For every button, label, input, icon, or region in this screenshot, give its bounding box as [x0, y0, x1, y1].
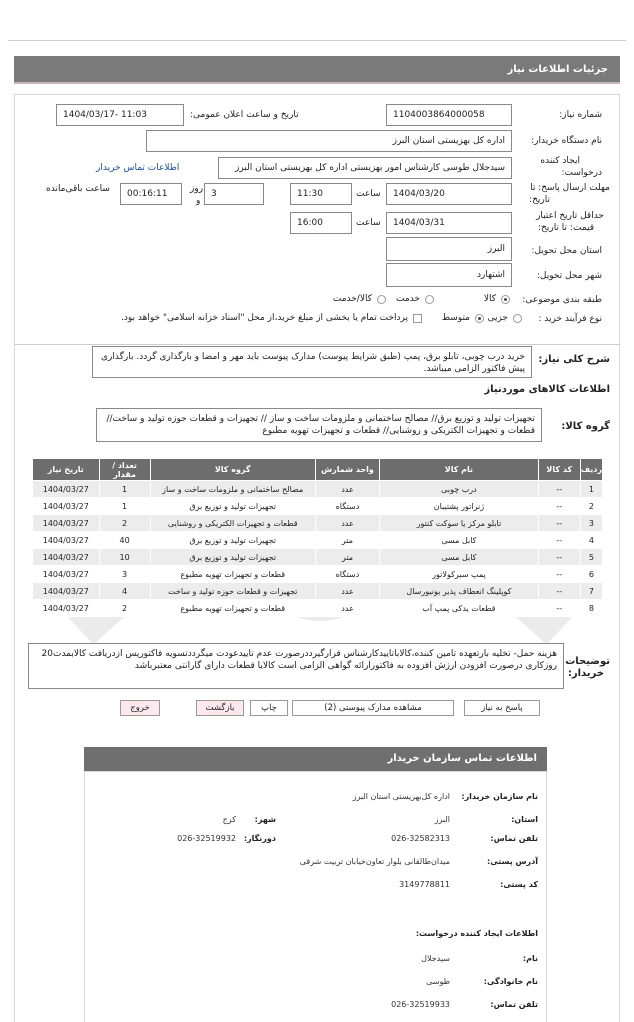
- item-unit: عدد: [315, 515, 379, 532]
- deadline-label-line2: تاریخ:: [529, 195, 550, 205]
- item-name: پمپ سیرکولاتور: [380, 566, 539, 583]
- creator-label-line2: درخواست:: [561, 168, 602, 178]
- goods-section-title: اطلاعات کالاهای موردنیاز: [484, 384, 610, 395]
- deadline-label-line1: مهلت ارسال پاسخ: تا: [530, 183, 610, 193]
- contact-address-label: آدرس پستی:: [487, 857, 538, 866]
- row-index: 5: [580, 549, 602, 566]
- contact-phone-value: 026-32582313: [391, 834, 450, 843]
- item-code: --: [538, 498, 580, 515]
- column-header: تعداد / مقدار: [99, 459, 150, 481]
- buyer-notes-label-line1: توضیحات: [565, 656, 610, 667]
- city-label: شهر محل تحویل:: [536, 271, 602, 281]
- contact-fax-value: 026-32519932: [177, 834, 236, 843]
- column-header: گروه کالا: [150, 459, 315, 481]
- creator-label-line1: ایجاد کننده: [540, 156, 580, 166]
- contact-province-label: استان:: [511, 815, 538, 824]
- item-date: 1404/03/27: [33, 532, 100, 549]
- creator-section-label: اطلاعات ایجاد کننده درخواست:: [415, 929, 538, 938]
- page-header: جزئیات اطلاعات نیاز: [14, 56, 620, 84]
- category-label: طبقه بندی موضوعی:: [522, 295, 602, 305]
- item-unit: عدد: [315, 600, 379, 617]
- need-number-field[interactable]: 1104003864000058: [386, 104, 512, 126]
- days-label: روز: [190, 184, 204, 194]
- row-index: 7: [580, 583, 602, 600]
- view-attachments-button[interactable]: مشاهده مدارک پیوستی (2): [292, 700, 454, 716]
- item-code: --: [538, 600, 580, 617]
- days-field[interactable]: 3: [204, 183, 264, 205]
- contact-org-value: اداره کل‌بهزیستی استان البرز: [352, 792, 450, 801]
- need-number-label: شماره نیاز:: [559, 110, 602, 120]
- item-date: 1404/03/27: [33, 583, 100, 600]
- creator-family-label: نام خانوادگی:: [483, 977, 538, 986]
- item-unit: دستگاه: [315, 498, 379, 515]
- item-name: درب چوبی: [380, 481, 539, 498]
- contact-address-value: میدان‌طالقانی بلوار تعاون‌خیابان تربیت شرقی: [299, 857, 450, 866]
- contact-postal-value: 3149778811: [399, 880, 450, 889]
- creator-phone-label: تلفن تماس:: [490, 1000, 538, 1009]
- column-header: تاریخ نیاز: [33, 459, 100, 481]
- radio-icon[interactable]: [377, 295, 386, 304]
- item-qty: 3: [99, 566, 150, 583]
- remaining-time-field[interactable]: 00:16:11: [120, 183, 182, 205]
- item-name: کوپلینگ انعطاف پذیر یونیورسال: [380, 583, 539, 600]
- deadline-time-label: ساعت: [356, 189, 381, 199]
- item-unit: متر: [315, 549, 379, 566]
- buyer-contact-link[interactable]: اطلاعات تماس خریدار: [96, 163, 180, 173]
- top-divider: [8, 40, 626, 41]
- column-header: نام کالا: [380, 459, 539, 481]
- validity-date-field[interactable]: 1404/03/31: [386, 212, 512, 234]
- announce-datetime-field[interactable]: 1404/03/17- 11:03: [56, 104, 184, 126]
- item-name: قطعات یدکی پمپ آب: [380, 600, 539, 617]
- item-date: 1404/03/27: [33, 566, 100, 583]
- item-group: تجهیزات و قطعات حوزه تولید و ساخت: [150, 583, 315, 600]
- contact-fax-label: دورنگار:: [243, 834, 276, 843]
- contact-section: [84, 771, 547, 1022]
- item-group: قطعات و تجهیزات الکتریکی و روشنایی: [150, 515, 315, 532]
- radio-icon[interactable]: [425, 295, 434, 304]
- table-row[interactable]: [33, 549, 603, 566]
- item-qty: 40: [99, 532, 150, 549]
- item-code: --: [538, 481, 580, 498]
- process-option-minor[interactable]: جزیی: [487, 313, 522, 323]
- item-unit: دستگاه: [315, 566, 379, 583]
- validity-time-field[interactable]: 16:00: [290, 212, 352, 234]
- table-row[interactable]: [33, 600, 603, 617]
- table-row[interactable]: [33, 515, 603, 532]
- buyer-notes-text: هزینه حمل- تخلیه بارتعهده تامین کننده،کالاباتاییدکارشناس قرارگیرددرصورت عدم تاییدعودت میگرددتسویه فاکتورپس ازدریافت کالابمدت20 روزکاری درصورت افزودن ارزش افزوده به فاکتورارائه گواهی الزامی است کالایا قطعات دارای گارانتی معتبرباشد: [28, 643, 564, 689]
- validity-time-label: ساعت: [356, 218, 381, 228]
- back-button[interactable]: بازگشت: [196, 700, 244, 716]
- item-name: تابلو مرکز یا سوکت کنتور: [380, 515, 539, 532]
- item-group: تجهیزات تولید و توزیع برق: [150, 549, 315, 566]
- process-label: نوع فرآیند خرید :: [538, 314, 602, 324]
- remaining-time-label: ساعت باقی‌مانده: [46, 184, 110, 194]
- process-option-medium[interactable]: متوسط: [442, 313, 484, 323]
- category-option-both[interactable]: کالا/خدمت: [333, 294, 386, 304]
- item-unit: عدد: [315, 481, 379, 498]
- radio-icon[interactable]: [513, 314, 522, 323]
- deadline-date-field[interactable]: 1404/03/20: [386, 183, 512, 205]
- item-date: 1404/03/27: [33, 515, 100, 532]
- print-button[interactable]: چاپ: [250, 700, 288, 716]
- buyer-field[interactable]: اداره کل بهزیستی استان البرز: [146, 130, 512, 152]
- item-name: کابل مسی: [380, 532, 539, 549]
- item-name: کابل مسی: [380, 549, 539, 566]
- section-divider: [14, 344, 620, 345]
- radio-selected-icon[interactable]: [501, 295, 510, 304]
- creator-phone-value: 026-32519933: [391, 1000, 450, 1009]
- radio-selected-icon[interactable]: [475, 314, 484, 323]
- row-index: 2: [580, 498, 602, 515]
- contact-section-header: اطلاعات تماس سازمان خریدار: [84, 747, 547, 771]
- column-header: واحد شمارش: [315, 459, 379, 481]
- item-code: --: [538, 583, 580, 600]
- summary-label: شرح کلی نیاز:: [538, 354, 610, 365]
- item-qty: 1: [99, 498, 150, 515]
- item-code: --: [538, 549, 580, 566]
- item-code: --: [538, 515, 580, 532]
- item-qty: 2: [99, 600, 150, 617]
- province-label: استان محل تحویل:: [531, 246, 602, 256]
- item-code: --: [538, 566, 580, 583]
- item-name: ژنراتور پشتیبان: [380, 498, 539, 515]
- validity-label-line2: قیمت: تا تاریخ:: [538, 223, 594, 233]
- row-index: 1: [580, 481, 602, 498]
- validity-label-line1: حداقل تاریخ اعتبار: [536, 211, 604, 221]
- contact-postal-label: کد پستی:: [500, 880, 538, 889]
- item-code: --: [538, 532, 580, 549]
- items-table: [32, 458, 603, 617]
- row-index: 4: [580, 532, 602, 549]
- item-qty: 10: [99, 549, 150, 566]
- item-date: 1404/03/27: [33, 549, 100, 566]
- table-row[interactable]: [33, 498, 603, 515]
- category-option-goods[interactable]: کالا: [484, 294, 510, 304]
- contact-city-value: کرج: [222, 815, 236, 824]
- contact-org-label: نام سازمان خریدار:: [461, 792, 538, 801]
- table-header-row: [33, 459, 603, 481]
- column-header: ردیف: [580, 459, 602, 481]
- contact-phone-label: تلفن تماس:: [490, 834, 538, 843]
- table-row[interactable]: [33, 583, 603, 600]
- item-date: 1404/03/27: [33, 600, 100, 617]
- row-index: 6: [580, 566, 602, 583]
- creator-family-value: طوسی: [426, 977, 450, 986]
- item-date: 1404/03/27: [33, 481, 100, 498]
- buyer-label: نام دستگاه خریدار:: [531, 136, 602, 146]
- item-group: تجهیزات تولید و توزیع برق: [150, 498, 315, 515]
- announce-label: تاریخ و ساعت اعلان عمومی:: [190, 110, 299, 120]
- exit-button[interactable]: خروج: [120, 700, 160, 716]
- deadline-time-field[interactable]: 11:30: [290, 183, 352, 205]
- goods-group-text: تجهیزات تولید و توزیع برق// مصالح ساختمانی و ملزومات ساخت و ساز // تجهیزات و قطعات حوزه تولید و ساخت// قطعات و تجهیزات الکتریکی و روشنایی// قطعات و تجهیزات تهویه مطبوع: [96, 408, 542, 442]
- item-qty: 2: [99, 515, 150, 532]
- creator-name-label: نام:: [522, 954, 538, 963]
- creator-name-value: سیدجلال: [421, 954, 450, 963]
- item-qty: 4: [99, 583, 150, 600]
- days-suffix: و: [196, 196, 201, 206]
- category-option-service[interactable]: خدمت: [396, 294, 434, 304]
- items-table-wrapper: [32, 458, 603, 617]
- item-group: تجهیزات تولید و توزیع برق: [150, 532, 315, 549]
- item-group: قطعات و تجهیزات تهویه مطبوع: [150, 566, 315, 583]
- column-header: کد کالا: [538, 459, 580, 481]
- goods-group-label: گروه کالا:: [561, 421, 610, 432]
- item-unit: عدد: [315, 583, 379, 600]
- buyer-notes-label-line2: خریدار:: [567, 668, 604, 679]
- creator-field[interactable]: سیدجلال طوسی کارشناس امور بهزیستی اداره کل بهزیستی استان البرز: [218, 157, 512, 179]
- item-unit: متر: [315, 532, 379, 549]
- contact-city-label: شهر:: [254, 815, 276, 824]
- table-row[interactable]: [33, 532, 603, 549]
- row-index: 8: [580, 600, 602, 617]
- checkbox-icon[interactable]: [413, 314, 422, 323]
- reply-button[interactable]: پاسخ به نیاز: [464, 700, 540, 716]
- table-row[interactable]: [33, 481, 603, 498]
- payment-treasury-checkbox[interactable]: پرداخت تمام یا بخشی از مبلغ خرید،از محل "اسناد خزانه اسلامی" خواهد بود.: [121, 313, 422, 323]
- item-qty: 1: [99, 481, 150, 498]
- contact-province-value: البرز: [434, 815, 450, 824]
- row-index: 3: [580, 515, 602, 532]
- province-field[interactable]: البرز: [386, 237, 512, 261]
- city-field[interactable]: اشتهارد: [386, 263, 512, 287]
- item-group: قطعات و تجهیزات تهویه مطبوع: [150, 600, 315, 617]
- item-date: 1404/03/27: [33, 498, 100, 515]
- item-group: مصالح ساختمانی و ملزومات ساخت و ساز: [150, 481, 315, 498]
- summary-text: خرید درب چوبی، تابلو برق، پمپ (طبق شرایط پیوست) مدارک پیوست باید مهر و امضا و بارگذاری گردد. بارگذاری پیش فاکتور الزامی میباشد.: [92, 346, 532, 378]
- table-row[interactable]: [33, 566, 603, 583]
